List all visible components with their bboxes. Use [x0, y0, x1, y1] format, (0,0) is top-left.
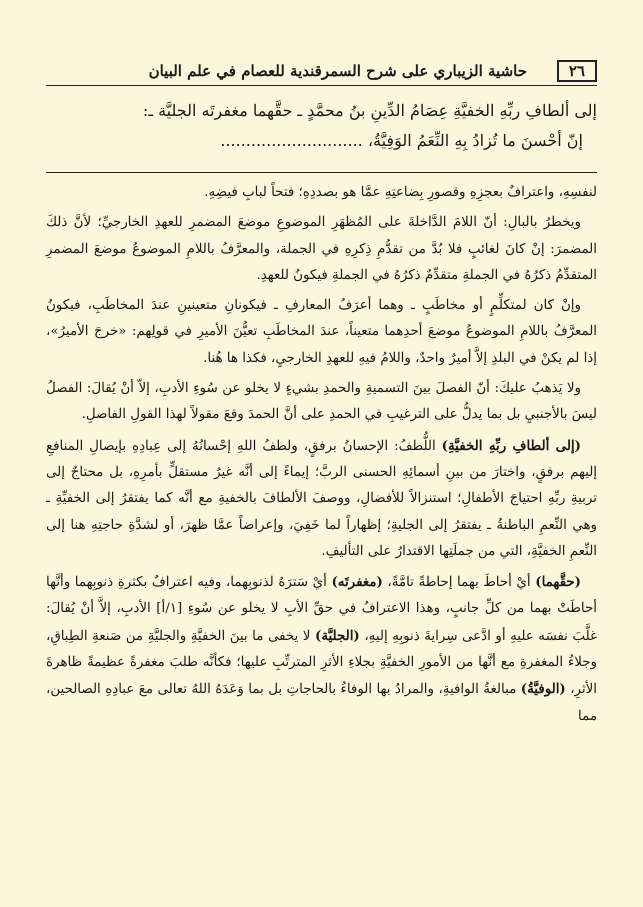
paragraph-6-part-b: أيْ سَترَهُ لذنوبِهما، وفيه اعترافٌ بكثرةِ ذنوبِهما وأنَّها أحاطَتْ بهما من كلِّ جانبٍ، وهذا الاعترافُ في حقِّ الأبِ لا يخلو عن سُوءِ [١/أ] الأدبِ، إلاَّ أنْ يُقالَ: غلَّبَ نفسَه عليهِ أو ادَّعى سِرايةَ ذنوبِهِ إليهِ، — [46, 575, 598, 644]
lemma-haqqahuma: (حقَّهما) — [535, 574, 581, 591]
page-number: ٢٦ — [557, 60, 597, 82]
matn-line-2 — [46, 126, 597, 156]
paragraph-3: وإنْ كان لمتكلِّمٍ أو مخاطَبٍ ـ وهما أعرَفُ المعارفِ ـ فيكونانِ متعينينِ عندَ المخاطَبِ، فيكونُ المعرَّفُ باللامِ الموضوعُ موضعَ أحدِهما متعيناً، عندَ المخاطَبِ تعيُّنَ الأميرِ في قولِهم: «خرجَ الأميرُ»، إذا لم يكنْ في البلدِ إلاَّ أميرٌ واحدٌ، واللامُ فيهِ للعهدِ الخارجيِ، فكذا ها هُنا. — [46, 298, 597, 366]
paragraph-6 — [46, 569, 597, 730]
paragraph-4: ولا يَذهبُ عليكَ: أنّ الفصلَ بينَ التسميةِ والحمدِ بشيءٍ لا يخلو عن سُوءِ الأدبِ، إلاّ أنْ يُقالَ: الفصلُ ليسَ بالأجنبيِ بل بما يدلُّ على الترغيبِ في الحمدِ على أنَّ الحمدَ وقعَ مقولاً لهذا القولِ الفاصلِ. — [46, 381, 597, 423]
header-divider — [46, 85, 597, 86]
paragraph-6-part-a: أيْ أحاطَ بهما إحاطةً تامَّةً، — [387, 575, 531, 591]
paragraph-6-part-d: مبالغةُ الوافيةِ، والمرادُ بها الوفاءُ بالحاجاتِ بل بما وَعَدَهُ اللهُ تعالى معَ عبادِهِ الصالحين، مما — [46, 682, 597, 724]
paragraph-6-part-c: لا يخفى ما بينَ الخفيَّةِ والجليَّةِ من صَنعةِ الطِباقِ، وجلاءُ المغفرةِ مع أنَّها من الأمورِ الخفيَّةِ بجلاءِ الأثرِ المترتِّبِ عليها؛ فكأنَّه طلبَ مغفرةً عظيمةً ظاهرةَ الأثرِ، — [46, 628, 597, 698]
running-title: حاشية الزيباري على شرح السمرقندية للعصام في علم البيان — [148, 62, 527, 80]
lemma-maghfiratah: (مغفرتَه) — [331, 574, 383, 591]
matn-text — [46, 96, 597, 156]
commentary-text — [46, 180, 597, 734]
paragraph-5 — [46, 433, 597, 565]
matn-line-2-text: إنّ أحْسنَ ما تُزادُ بِهِ النِّعَمُ الوَفِيَّةُ، — [367, 131, 583, 150]
matn-ellipsis: ............................ — [220, 131, 363, 150]
matn-line-1: إلى ألطافِ ربِّهِ الخفيَّةِ عِصَامُ الدِّينِ بنُ محمَّدٍ ـ حقَّهما مغفرتَه الجليَّة ـ: — [142, 101, 597, 120]
lemma-altaf: (إلى ألطافِ ربِّهِ الخفيَّةِ) — [441, 437, 581, 454]
paragraph-1: لنفسِهِ، واعترافٌ بعجزِهِ وقصورِ بِضاعتِهِ عمَّا هو بصددِهِ؛ فتحاً لبابِ فيضِهِ. — [204, 185, 597, 200]
lemma-jaliyya: (الجليَّة) — [315, 627, 360, 644]
matn-divider — [46, 172, 597, 173]
lemma-wafiyya: (الوفيَّةُ) — [520, 681, 566, 698]
paragraph-5-text: اللُّطفُ: الإحسانُ برفقٍ، ولطفُ اللهِ إحْسانُهُ إلى عِبادِهِ بإيصالِ المنافعِ إليهم برفقٍ، واختارَ من بينِ أسمائِهِ الحسنى الربَّ؛ إيماءً إلى أنَّه غيرُ مستقلٍّ بأمرِهِ، بل محتاجٌ إلى تربيةِ ربِّهِ احتياجَ الأطفالِ؛ استنزالاً للأفضالِ، ووصفَ الألطافَ بالخفيةِ مع أنَّه كما يفتقرُ إلى الخفيِّةِ ـ وهي النِّعمِ الباطنةُ ـ يفتقرُ إلى الجليةِ؛ إظهاراً لما خَفِيَ، وإعراضاً عمَّا ظهرَ، أو لشدَّةِ حاجتِهِ هنا إلى النِّعمِ الخفيَّةِ، التي من جملَتِها الاقتدارُ على التأليفِ. — [46, 438, 597, 559]
page-header — [46, 60, 597, 84]
paragraph-2: ويخطرُ بالبالِ: أنّ اللامَ الدَّاخلةَ على المُظهَرِ الموضوعِ موضعَ المضمرِ للعهدِ الخارجيِّ؛ لأنَّ ذلكَ المضمرَ: إنْ كانَ لغائبٍ فلا بُدَّ من تقدُّمِ ذِكرِهِ في الجملة، والمعرَّفُ باللامِ الموضوعُ موضعَ المضمرِ المتقدِّمُ ذكرُهُ في الجملةِ متقدِّمٌ ذكرُهُ في الجملةِ فيكونُ للعهدِ. — [46, 215, 597, 283]
